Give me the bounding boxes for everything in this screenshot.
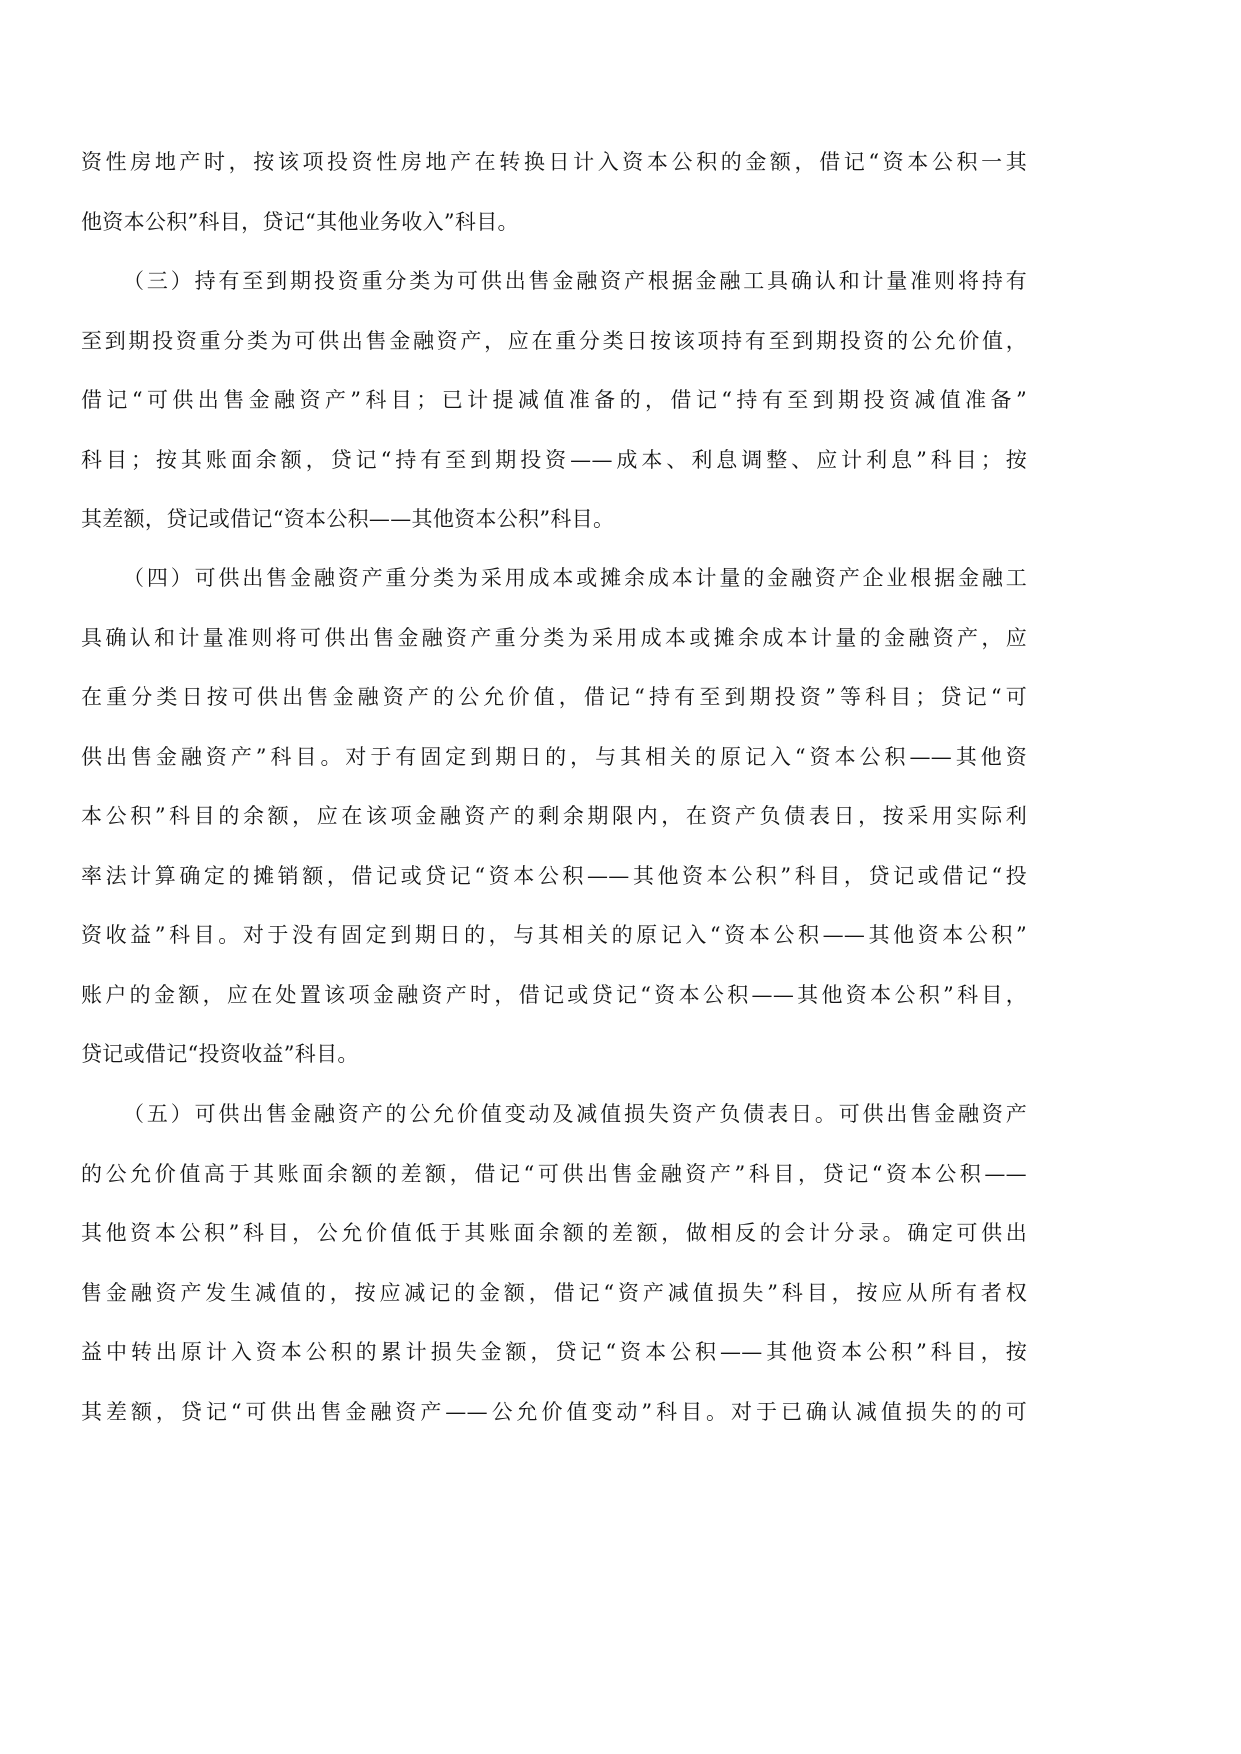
text-line: 的公允价值高于其账面余额的差额，借记“可供出售金融资产”科目，贷记“资本公积—— [81, 1161, 1027, 1186]
text-line: 益中转出原计入资本公积的累计损失金额，贷记“资本公积——其他资本公积”科目，按 [81, 1340, 1027, 1364]
text-line: 资性房地产时，按该项投资性房地产在转换日计入资本公积的金额，借记“资本公积一其 [81, 150, 1027, 174]
paragraph-4 [81, 1085, 1027, 1442]
text-line: 售金融资产发生减值的，按应减记的金额，借记“资产减值损失”科目，按应从所有者权 [81, 1280, 1027, 1305]
paragraph-1 [81, 133, 1027, 252]
text-line: 其他资本公积”科目，公允价值低于其账面余额的差额，做相反的会计分录。确定可供出 [81, 1221, 1027, 1245]
text-line: 本公积”科目的余额，应在该项金融资产的剩余期限内，在资产负债表日，按采用实际利 [81, 804, 1027, 828]
text-line: （四）可供出售金融资产重分类为采用成本或摊余成本计量的金融资产企业根据金融工 [123, 566, 1027, 590]
text-line: 贷记或借记“投资收益”科目。 [81, 1042, 359, 1066]
text-line: 科目；按其账面余额，贷记“持有至到期投资——成本、利息调整、应计利息”科目；按 [81, 447, 1027, 472]
text-line: 其差额，贷记或借记“资本公积——其他资本公积”科目。 [81, 507, 615, 531]
text-line: 在重分类日按可供出售金融资产的公允价值，借记“持有至到期投资”等科目；贷记“可 [81, 685, 1027, 709]
text-line: 他资本公积”科目，贷记“其他业务收入”科目。 [81, 209, 519, 234]
text-line: 借记“可供出售金融资产”科目；已计提减值准备的，借记“持有至到期投资减值准备” [81, 388, 1027, 412]
text-line: 账户的金额，应在处置该项金融资产时，借记或贷记“资本公积——其他资本公积”科目， [81, 982, 1027, 1007]
text-line: 供出售金融资产”科目。对于有固定到期日的，与其相关的原记入“资本公积——其他资 [81, 744, 1027, 769]
text-line: 至到期投资重分类为可供出售金融资产，应在重分类日按该项持有至到期投资的公允价值， [81, 328, 1027, 353]
text-line: 具确认和计量准则将可供出售金融资产重分类为采用成本或摊余成本计量的金融资产，应 [81, 625, 1027, 650]
text-line: 其差额，贷记“可供出售金融资产——公允价值变动”科目。对于已确认减值损失的的可 [81, 1399, 1027, 1424]
text-line: 资收益”科目。对于没有固定到期日的，与其相关的原记入“资本公积——其他资本公积” [81, 923, 1027, 947]
text-line: 率法计算确定的摊销额，借记或贷记“资本公积——其他资本公积”科目，贷记或借记“投 [81, 863, 1027, 888]
paragraph-3 [81, 549, 1027, 1085]
text-line: （三）持有至到期投资重分类为可供出售金融资产根据金融工具确认和计量准则将持有 [123, 269, 1027, 293]
paragraph-2 [81, 252, 1027, 550]
text-line: （五）可供出售金融资产的公允价值变动及减值损失资产负债表日。可供出售金融资产 [123, 1102, 1027, 1126]
